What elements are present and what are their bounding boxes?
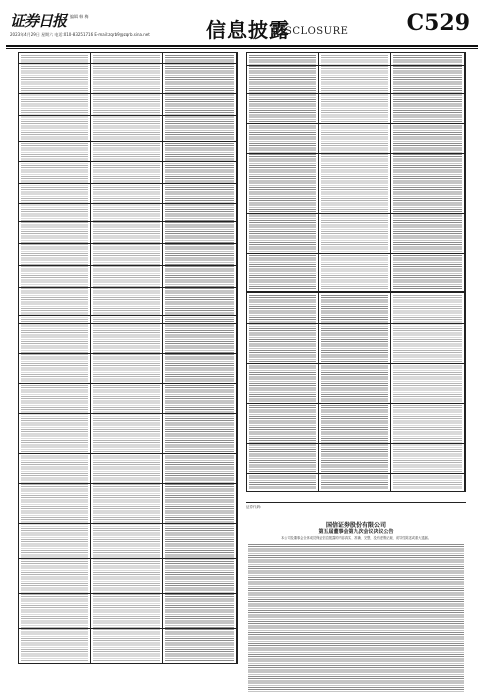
table-rule [247, 123, 465, 124]
table-column [247, 53, 319, 291]
table-rule [19, 483, 237, 484]
table-rule [247, 213, 465, 214]
notice-title: 第五届董事会第九次会议决议公告 [318, 529, 394, 535]
table-rule [247, 153, 465, 154]
table-rule [19, 323, 237, 324]
table-rule [247, 363, 465, 364]
table-rule [19, 558, 237, 559]
table-rule [19, 628, 237, 629]
disclosure-table-left [18, 52, 238, 664]
table-rule [19, 221, 237, 222]
table-rule [19, 453, 237, 454]
masthead-rule [6, 45, 478, 47]
table-column [391, 53, 465, 291]
table-rule [247, 253, 465, 254]
table-rule [19, 141, 237, 142]
notice-statement: 本公司及董事会全体成员保证信息披露的内容真实、准确、完整，没有虚假记载、误导性陈述或重大遗漏。 [281, 536, 431, 540]
table-rule [19, 287, 237, 288]
stock-code: 证券代码: [246, 505, 262, 509]
table-rule [19, 265, 237, 266]
section-title: 信息披露 [206, 18, 290, 42]
table-rule [19, 93, 237, 94]
notice-header [246, 502, 466, 517]
notice-body-text [248, 544, 464, 692]
table-rule [19, 183, 237, 184]
newspaper-logo: 证券日报 [10, 12, 67, 30]
table-column [91, 53, 163, 663]
masthead-rule-thin [6, 48, 478, 49]
table-rule [19, 413, 237, 414]
table-rule [247, 93, 465, 94]
table-rule [19, 383, 237, 384]
table-rule [19, 315, 237, 316]
table-rule [19, 353, 237, 354]
table-rule [247, 443, 465, 444]
table-column [319, 53, 391, 291]
disclosure-table-right-top [246, 52, 466, 292]
company-name: 国信证券股份有限公司 [325, 522, 386, 529]
section-title-english: DISCLOSURE [272, 26, 349, 37]
page-number: C529 [406, 10, 470, 36]
table-rule [19, 523, 237, 524]
left-column [18, 52, 238, 692]
table-rule [19, 243, 237, 244]
table-rule [247, 403, 465, 404]
disclosure-table-right-mid [246, 292, 466, 492]
table-rule [247, 65, 465, 66]
table-rule [19, 115, 237, 116]
dateline: 2023年4月29日 星期六 电话:010-83251716 E-mail:zqrb9@zqrb.sina.net [10, 32, 150, 37]
table-rule [247, 323, 465, 324]
editor-line: 编辑 韩 梅 [70, 14, 89, 19]
table-rule [19, 161, 237, 162]
table-rule [247, 473, 465, 474]
right-column [246, 52, 466, 692]
masthead [6, 6, 478, 46]
table-column [19, 53, 91, 663]
table-rule [19, 593, 237, 594]
table-rule [19, 203, 237, 204]
board-resolution-notice [246, 502, 466, 692]
table-column [163, 53, 237, 663]
table-rule [19, 63, 237, 64]
